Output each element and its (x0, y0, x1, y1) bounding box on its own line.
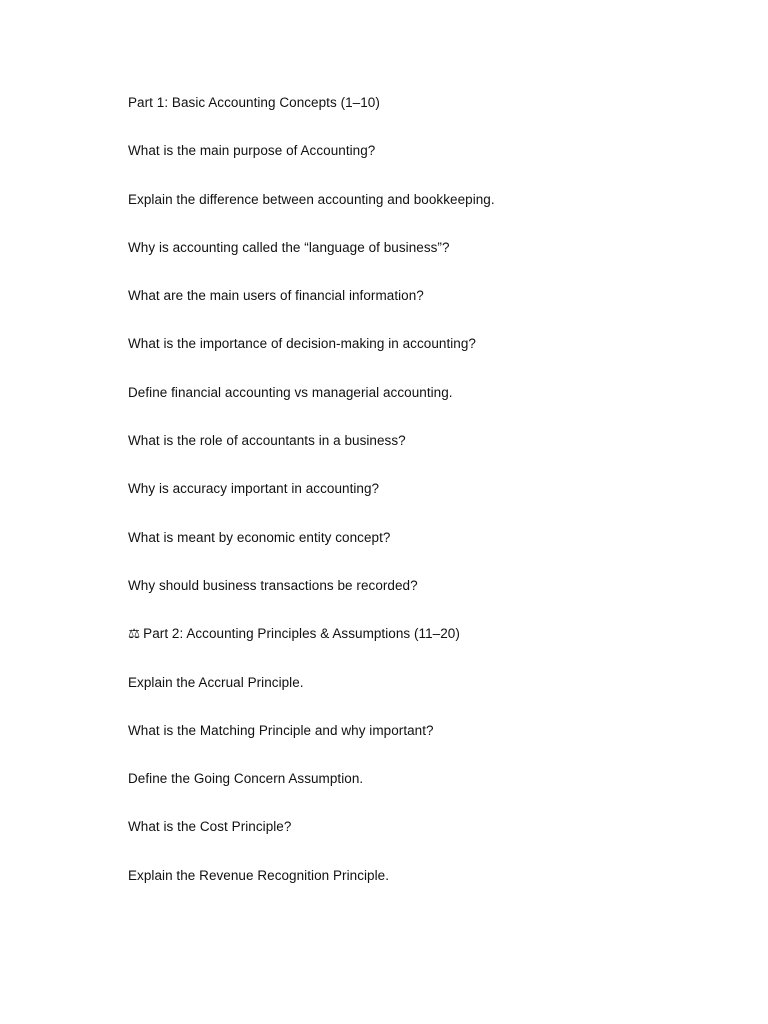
question-line: Why should business transactions be recorded? (128, 577, 418, 593)
part1-heading: Part 1: Basic Accounting Concepts (1–10) (128, 95, 380, 110)
document-body (128, 93, 728, 914)
part2-heading: Part 2: Accounting Principles & Assumptions (11–20) (143, 626, 460, 642)
question-line: What is the role of accountants in a business? (128, 433, 406, 449)
question-line: What are the main users of financial information? (128, 288, 424, 304)
question-line: Define the Going Concern Assumption. (128, 771, 364, 787)
question-line: What is meant by economic entity concept? (128, 529, 391, 545)
question-line: Define financial accounting vs managerial accounting. (128, 384, 453, 400)
question-line: What is the main purpose of Accounting? (128, 143, 376, 159)
scales-icon: ⚖ (128, 626, 141, 642)
question-line: What is the Matching Principle and why important? (128, 722, 434, 738)
question-line: Explain the Revenue Recognition Principle. (128, 867, 390, 883)
question-line: Explain the difference between accounting and bookkeeping. (128, 191, 495, 207)
question-line: Why is accounting called the “language of business”? (128, 239, 450, 255)
question-line: Explain the Accrual Principle. (128, 674, 304, 690)
question-line: What is the Cost Principle? (128, 819, 292, 835)
question-line: What is the importance of decision-making in accounting? (128, 336, 476, 352)
question-line: Why is accuracy important in accounting? (128, 481, 380, 497)
part2-heading-row (128, 624, 728, 643)
